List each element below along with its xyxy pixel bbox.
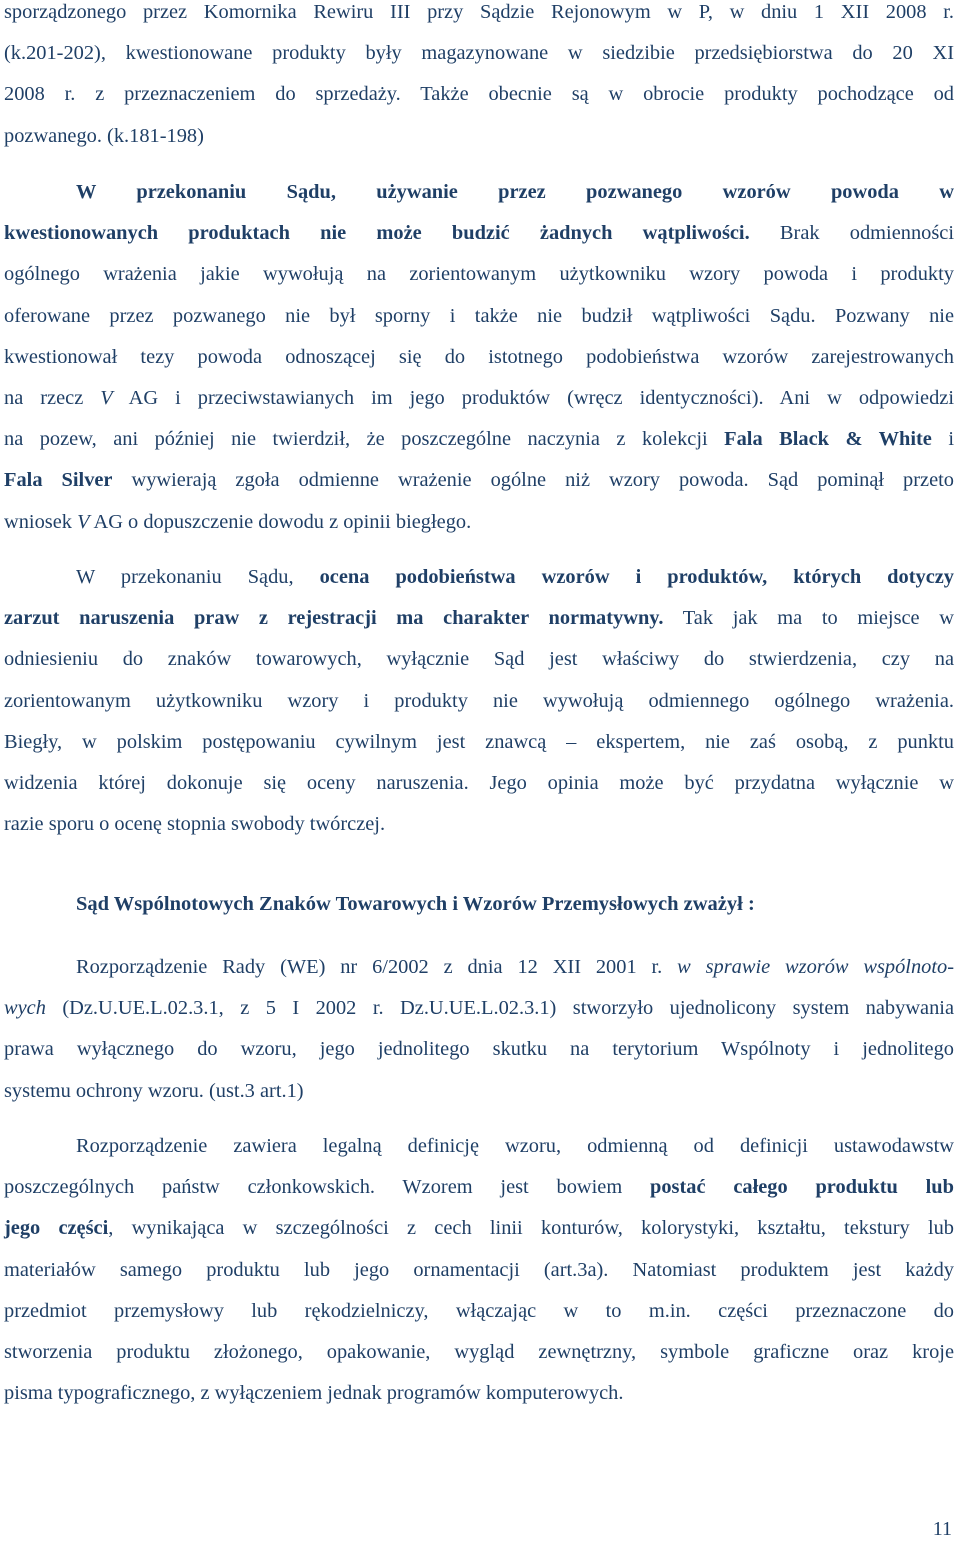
text-line: (k.201-202), kwestionowane produkty były magazynowane w siedzibie przedsiębiorstwa do 20 XI [4,42,954,65]
regulation-title: wych [4,997,46,1020]
text-line: oferowane przez pozwanego nie był sporny i także nie budził wątpliwości Sądu. Pozwany nie [4,304,954,327]
text-span: wywierają zgoła odmienne wrażenie ogólne niż wzory powoda. Sąd pominął przeto [112,469,954,492]
bold-statement: ocena podobieństwa wzorów i produktów, których dotyczy [319,566,955,588]
text-line: odniesieniu do znaków towarowych, wyłącznie Sąd jest właściwy do stwierdzenia, czy na [4,648,954,671]
text-line [4,213,954,254]
text-line: prawa wyłącznego do wzoru, jego jednolitego skutku na terytorium Wspólnoty i jednolitego [4,1038,954,1061]
text-line: pisma typograficznego, z wyłączeniem jednak programów komputerowych. [4,1382,624,1405]
bold-definition: postać całego produktu lub [650,1176,954,1199]
party-name: V [77,510,90,533]
text-line: ogólnego wrażenia jakie wywołują na zorientowanym użytkowniku wzory powoda i produkty [4,263,954,286]
text-span: na pozew, ani później nie twierdził, że poszczególne naczynia z kolekcji [4,428,725,451]
text-line: materiałów samego produktu lub jego ornamentacji (art.3a). Natomiast produktem jest każdy [4,1258,954,1281]
bold-statement: zarzut naruszenia praw z rejestracji ma charakter normatywny. [4,607,664,630]
text-span: na rzecz [4,386,101,409]
page-number: 11 [932,1518,952,1540]
text-line: kwestionował tezy powoda odnoszącej się do istotnego podobieństwa wzorów zarejestrowanych [4,345,954,368]
text-line: sporządzonego przez Komornika Rewiru III przy Sądzie Rejonowym w P, w dniu 1 XII 2008 r. [4,1,954,23]
text-line [4,502,954,543]
paragraph-5 [4,1126,954,1414]
text-span: (Dz.U.UE.L.02.3.1, z 5 I 2002 r. Dz.U.UE.L.02.3.1) stworzyło ujednolicony system nabywania [45,997,954,1020]
text-line: stworzenia produktu złożonego, opakowanie, wygląd zewnętrzny, symbole graficzne oraz kroje [4,1340,954,1363]
text-span: wniosek [4,510,78,533]
text-span: AG i przeciwstawianych im jego produktów (wręcz identyczności). Ani w odpowiedzi [112,386,954,409]
text-line: zorientowanym użytkowniku wzory i produkty nie wywołują odmiennego ogólnego wrażenia. [4,689,954,712]
text-span: Brak odmienności [749,222,954,245]
text-line: Rozporządzenie zawiera legalną definicję wzoru, odmienną od definicji ustawodawstw [76,1135,954,1157]
text-span: poszczególnych państw członkowskich. Wzorem jest bowiem [4,1176,651,1199]
bold-statement-line: W przekonaniu Sądu, używanie przez pozwanego wzorów powoda w [76,181,954,203]
text-line: przedmiot przemysłowy lub rękodzielniczy, włączając w to m.in. części przeznaczone do [4,1299,954,1322]
text-line: pozwanego. (k.181-198) [4,124,204,147]
text-line [4,947,954,988]
text-line: Biegły, w polskim postępowaniu cywilnym jest znawcą – ekspertem, nie zaś osobą, z punktu [4,730,954,753]
paragraph-3 [4,557,954,845]
text-line [4,988,954,1029]
text-line [4,419,954,460]
text-line [4,1208,954,1249]
paragraph-4 [4,947,954,1112]
text-span: Rozporządzenie Rady (WE) nr 6/2002 z dnia 12 XII 2001 r. [76,956,678,978]
regulation-title: w sprawie wzorów wspólnoto- [677,956,954,978]
text-line: systemu ochrony wzoru. (ust.3 art.1) [4,1079,304,1102]
party-name: V [100,386,113,409]
text-line: razie sporu o ocenę stopnia swobody twórczej. [4,813,386,836]
text-line [4,557,954,598]
text-line [4,460,954,501]
text-span: W przekonaniu Sądu, [76,566,320,588]
text-line [4,378,954,419]
text-line: 2008 r. z przeznaczeniem do sprzedaży. Także obecnie są w obrocie produkty pochodzące od [4,83,954,106]
text-span: i [931,428,954,451]
text-line [4,1167,954,1208]
paragraph-2 [4,172,954,543]
section-heading: Sąd Wspólnotowych Znaków Towarowych i Wzorów Przemysłowych zważył : [76,893,755,915]
text-span: Tak jak ma to miejsce w [663,607,954,630]
paragraph-1 [4,0,954,157]
text-line [4,598,954,639]
bold-definition: jego części [4,1217,109,1240]
text-span: AG o dopuszczenie dowodu z opinii biegłego. [89,510,472,533]
text-line: widzenia której dokonuje się oceny naruszenia. Jego opinia może być przydatna wyłącznie w [4,771,954,794]
bold-statement: kwestionowanych produktach nie może budzić żadnych wątpliwości. [4,222,750,245]
text-span: , wynikająca w szczególności z cech linii konturów, kolorystyki, kształtu, tekstury lub [108,1217,954,1240]
product-name: Fala Silver [4,469,113,492]
product-name: Fala Black & White [724,428,932,451]
